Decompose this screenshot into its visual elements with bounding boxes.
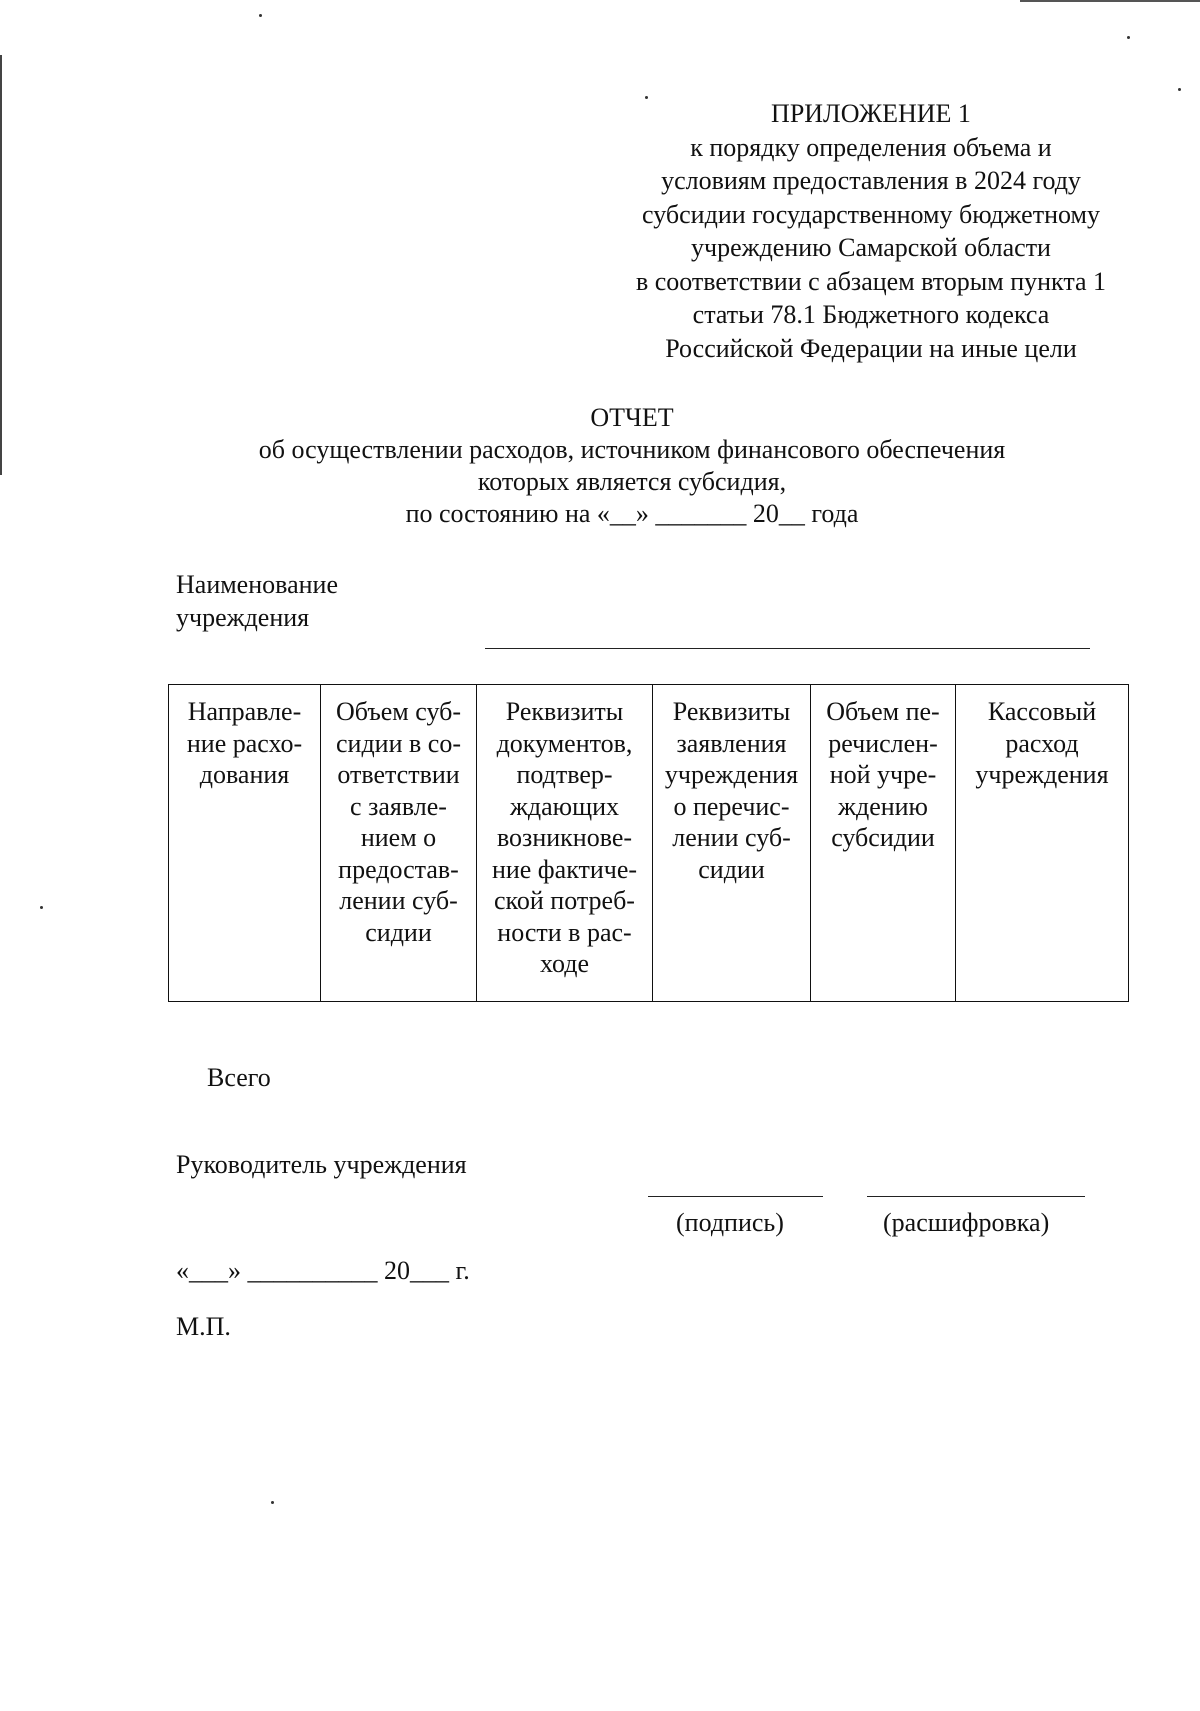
column-header-transferred-volume: Объем пе- речислен- ной учре- ждению субсидии <box>811 685 956 1002</box>
appendix-line: статьи 78.1 Бюджетного кодекса <box>692 300 1050 329</box>
date-line: «___» __________ 20___ г. <box>176 1256 470 1285</box>
column-header-document-details: Реквизиты документов, подтвер- ждающих возникнове- ние фактиче- ской потреб- ности в рас- ходе <box>477 685 653 1002</box>
appendix-block <box>612 97 1130 365</box>
column-header-cash-expense: Кассовый расход учреждения <box>956 685 1129 1002</box>
scan-speck <box>40 906 43 909</box>
table-header-row <box>169 685 1129 1002</box>
decoding-line <box>867 1196 1085 1197</box>
column-header-direction: Направле- ние расхо- дования <box>169 685 321 1002</box>
scan-edge-top <box>1020 0 1200 2</box>
total-label: Всего <box>207 1063 271 1092</box>
report-table <box>168 684 1129 1002</box>
institution-name-line <box>485 648 1090 649</box>
stamp-label: М.П. <box>176 1312 231 1341</box>
scan-speck <box>259 14 262 17</box>
decoding-caption: (расшифровка) <box>883 1208 1050 1237</box>
report-title: ОТЧЕТ <box>590 403 674 432</box>
column-header-subsidy-volume: Объем суб- сидии в со- ответствии с заявле- нием о предостав- лении суб- сидии <box>321 685 477 1002</box>
scan-speck <box>271 1501 274 1504</box>
institution-label-line: Наименование <box>176 570 338 599</box>
scan-edge-left <box>0 55 2 475</box>
signature-caption: (подпись) <box>676 1208 784 1237</box>
appendix-line: Российской Федерации на иные цели <box>665 333 1077 363</box>
appendix-line: учреждению Самарской области <box>691 233 1051 262</box>
signature-line <box>648 1196 823 1197</box>
institution-label-line: учреждения <box>176 603 310 632</box>
institution-label <box>176 568 338 634</box>
appendix-line: условиям предоставления в 2024 году <box>661 166 1081 195</box>
column-header-application-details: Реквизиты заявления учреждения о перечис- лении суб- сидии <box>653 685 811 1002</box>
report-date-line: по состоянию на «__» _______ 20__ года <box>405 499 859 528</box>
scan-speck <box>1127 36 1130 39</box>
appendix-line: субсидии государственному бюджетному <box>642 199 1100 229</box>
appendix-title: ПРИЛОЖЕНИЕ 1 <box>771 99 971 128</box>
report-subtitle-line: об осуществлении расходов, источником финансового обеспечения <box>258 435 1006 464</box>
report-header <box>160 402 1104 530</box>
appendix-line: к порядку определения объема и <box>690 132 1052 162</box>
scan-speck <box>1178 88 1181 91</box>
head-label: Руководитель учреждения <box>176 1150 467 1179</box>
appendix-line: в соответствии с абзацем вторым пункта 1 <box>635 266 1107 296</box>
report-subtitle-line: которых является субсидия, <box>477 467 787 496</box>
